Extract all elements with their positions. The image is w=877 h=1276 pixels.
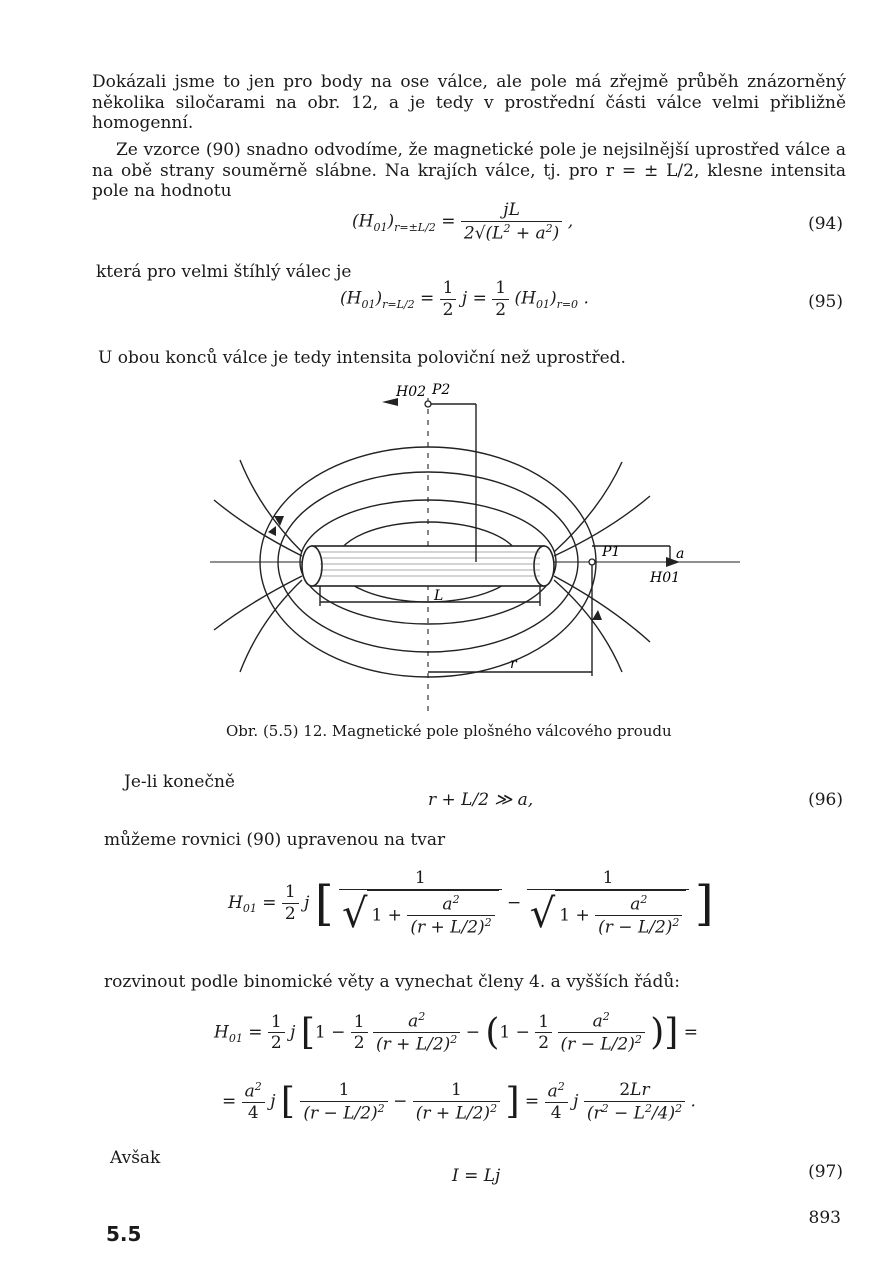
label-h01: H01 xyxy=(650,570,681,586)
section-number: 5.5 xyxy=(106,1222,142,1246)
equation-number-95: (95) xyxy=(808,292,843,312)
page-number: 893 xyxy=(808,1208,841,1228)
equation-number-94: (94) xyxy=(808,214,843,234)
paragraph-half-intensity: U obou konců válce je tedy intensita poloviční než uprostřed. xyxy=(98,348,626,368)
equation-h01-roots: $H_{01}$ = $\frac{1}{2}$ j [ 1 √ 1 + $\frac{a^2}{(r + L/2)^2}$ − 1 √ 1 + $\frac{a^2}{(r - L/2)^2}$ ] xyxy=(228,868,714,938)
paragraph-strongest-field: Ze vzorce (90) snadno odvodíme, že magnetické pole je nejsilnější uprostřed válce a na obě strany souměrně slábne. Na krajích válce, tj. pro r = ± L/2, klesne intensita pole na hodnotu xyxy=(92,140,846,202)
label-r: r xyxy=(510,656,517,672)
label-l: L xyxy=(434,588,444,604)
equation-expansion-1: $H_{01}$ = $\frac{1}{2}$ j [1 − $\frac{1}{2}$ $\frac{a^2}{(r + L/2)^2}$ − (1 − $\frac{1}{2}$ $\frac{a^2}{(r - L/2)^2}$ )] = xyxy=(214,1010,698,1056)
paragraph-rearrange: můžeme rovnici (90) upravenou na tvar xyxy=(104,830,446,850)
equation-95: $(H_{01})_{r=L/2}$ = $\frac{1}{2}$ j = $\frac{1}{2}$ $(H_{01})_{r=0}$ . xyxy=(340,278,589,320)
magnetic-field-figure xyxy=(210,380,750,720)
paragraph-binomial: rozvinout podle binomické věty a vynechat členy 4. a vyšších řádů: xyxy=(104,972,680,992)
paragraph-intro: Dokázali jsme to jen pro body na ose válce, ale pole má zřejmě průběh znázorněný několika siločarami na obr. 12, a je tedy v prostřední části válce velmi přibližně homogenní. xyxy=(92,72,846,134)
label-a: a xyxy=(676,546,685,562)
equation-97: I = Lj xyxy=(452,1166,501,1186)
equation-expansion-2: = $\frac{a^2}{4}$ j [ $\frac{1}{(r - L/2)^2}$ − $\frac{1}{(r + L/2)^2}$ ] = $\frac{a^2}{4}$ j $\frac{2Lr}{(r^2 - L^2/4)^2}$ . xyxy=(222,1080,696,1124)
equation-96: r + L/2 ≫ a, xyxy=(428,790,534,810)
equation-number-96: (96) xyxy=(808,790,843,810)
paragraph-however: Avšak xyxy=(110,1148,161,1168)
equation-number-97: (97) xyxy=(808,1162,843,1182)
figure-caption: Obr. (5.5) 12. Magnetické pole plošného válcového proudu xyxy=(226,722,672,740)
paragraph-thin-cylinder: která pro velmi štíhlý válec je xyxy=(96,262,352,282)
label-h02: H02 xyxy=(396,384,427,400)
label-p1: P1 xyxy=(602,544,621,560)
label-p2: P2 xyxy=(432,382,451,398)
paragraph-finally: Je-li konečně xyxy=(124,772,235,792)
equation-94: $(H_{01})_{r=\pm L/2}$ = $\frac{jL}{2√(L^2 + a^2)}$ , xyxy=(352,200,574,244)
